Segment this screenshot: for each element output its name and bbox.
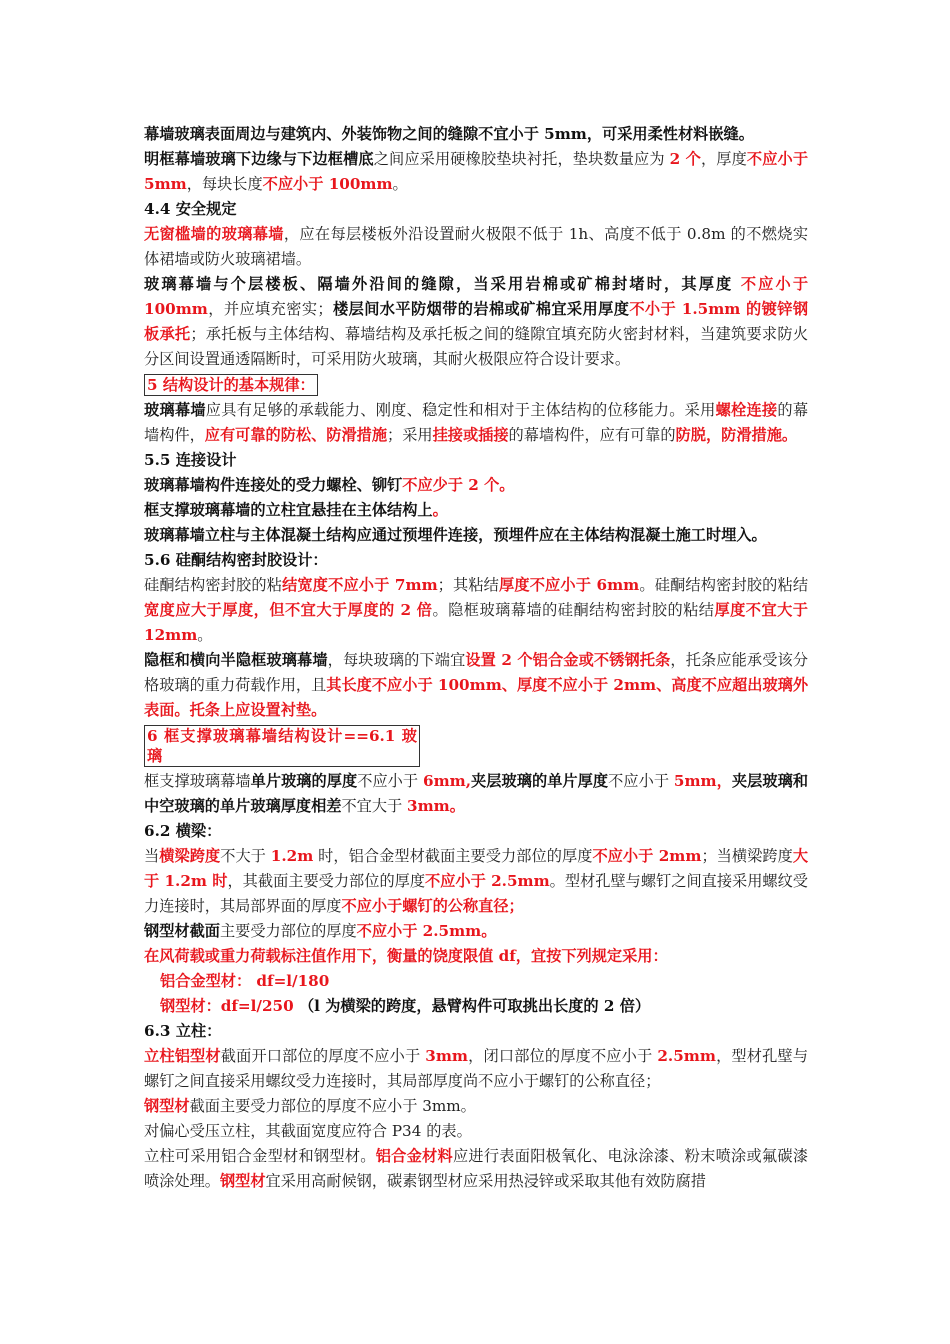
paragraph — [144, 919, 808, 944]
paragraph — [144, 648, 808, 723]
text-bold: 明框幕墙玻璃下边缘与下边框槽底 — [144, 150, 374, 168]
text: 不大于 — [220, 847, 271, 865]
text: ；承托板与主体结构、幕墙结构及承托板之间的缝隙宜填充防火密封材料，当建筑要求防火分区间设置通透隔断时，可采用防火玻璃，其耐火极限应符合设计要求。 — [144, 325, 808, 368]
text-highlight: 不应小于 100mm — [262, 175, 393, 193]
paragraph — [144, 723, 808, 769]
text: ，闭口部位的厚度不应小于 — [468, 1047, 658, 1065]
text-highlight: 横梁跨度 — [159, 847, 221, 865]
paragraph — [144, 1119, 808, 1144]
text-bold: 框支撑玻璃幕墙的立柱宜悬挂在主体结构上 — [144, 501, 433, 519]
text-highlight: 防脱，防滑措施。 — [675, 426, 798, 444]
section-heading: 6.3 立柱： — [144, 1022, 222, 1040]
text-bold: 玻璃幕墙与个层楼板、隔墙外沿间的缝隙，当采用岩棉或矿棉封堵时，其厚度 — [144, 275, 741, 293]
text-highlight: 5mm， — [673, 772, 732, 790]
text: 不应小于 — [608, 772, 674, 790]
text-highlight: 3mm。 — [407, 797, 465, 815]
paragraph — [144, 372, 808, 398]
paragraph — [144, 1094, 808, 1119]
text: 不应小于 — [357, 772, 424, 790]
text-highlight: 6mm, — [423, 772, 472, 790]
paragraph — [144, 1044, 808, 1094]
text-bold: 玻璃幕墙构件连接处的受力螺栓、铆钉 — [144, 476, 403, 494]
text-highlight: 立柱铝型材 — [144, 1047, 221, 1065]
text-highlight: 大于 1.2m 时 — [144, 847, 809, 890]
text-highlight: 无窗槛墙的玻璃幕墙 — [144, 225, 284, 243]
text: 不宜大于 — [341, 797, 408, 815]
paragraph — [144, 272, 808, 372]
text: 。 — [392, 175, 408, 193]
text-highlight: 螺栓连接 — [715, 401, 778, 419]
text: 截面开口部位的厚度不应小于 — [220, 1047, 426, 1065]
paragraph — [144, 969, 808, 994]
text-bold: 玻璃幕墙 — [144, 401, 206, 419]
text-highlight: 3mm — [425, 1047, 468, 1065]
text-highlight: 1.2m — [270, 847, 314, 865]
text-highlight: 结宽度不应小于 7mm — [282, 576, 438, 594]
text: 立柱可采用铝合金型材和钢型材。 — [144, 1147, 376, 1165]
section-heading: 5.5 连接设计 — [144, 451, 237, 469]
text-highlight: 设置 2 个铝合金或不锈钢托条 — [465, 651, 671, 669]
text: ，托条应能承受该分格玻璃的重力荷载作用，且 — [144, 651, 809, 694]
text: ；当横梁跨度 — [701, 847, 793, 865]
text: 硅酮结构密封胶的粘 — [144, 576, 283, 594]
text: 时，铝合金型材截面主要受力部位的厚度 — [313, 847, 593, 865]
text: 主要受力部位的厚度 — [219, 922, 357, 940]
text-highlight: 铝合金材料 — [375, 1147, 453, 1165]
text-bold: 楼层间水平防烟带的岩棉或矿棉宜采用厚度 — [332, 300, 630, 318]
text-highlight: 钢型材 — [144, 1097, 190, 1115]
text-bold: 单片玻璃的厚度 — [250, 772, 358, 790]
text-highlight: 不小于 1.5mm 的镀锌钢板承托 — [144, 300, 809, 343]
text: 截面主要受力部位的厚度不应小于 3mm。 — [189, 1097, 476, 1115]
text-bold: 玻璃幕墙立柱与主体混凝土结构应通过预埋件连接，预埋件应在主体结构混凝土施工时埋入。 — [144, 526, 767, 544]
paragraph — [144, 844, 808, 919]
text: 。 — [197, 626, 213, 644]
boxed-heading: 6 框支撑玻璃幕墙结构设计==6.1 玻璃 — [144, 725, 420, 767]
text: 应具有足够的承载能力、刚度、稳定性和相对于主体结构的位移能力。采用 — [205, 401, 716, 419]
boxed-heading: 5 结构设计的基本规律： — [144, 374, 318, 396]
paragraph — [144, 398, 808, 448]
paragraph — [144, 147, 808, 197]
text: ；其粘结 — [437, 576, 500, 594]
text-bold: （l 为横梁的跨度，悬臂构件可取挑出长度的 2 倍） — [293, 997, 651, 1015]
text: 。型材孔壁与螺钉之间直接采用螺纹受力连接时，其局部界面的厚度 — [144, 872, 808, 915]
text-highlight: 不应小于 5mm — [144, 150, 809, 193]
text: 应进行表面阳极氧化、电泳涂漆、粉末喷涂或氟碳漆喷涂处理。 — [144, 1147, 809, 1190]
text-highlight: 钢型材 — [219, 1172, 266, 1190]
section-heading: 4.4 安全规定 — [144, 200, 237, 218]
paragraph — [144, 1144, 808, 1194]
paragraph — [144, 769, 808, 819]
text: 。隐框玻璃幕墙的硅酮结构密封胶的粘结 — [432, 601, 715, 619]
section-heading: 6.2 横梁： — [144, 822, 222, 840]
text-highlight: 不应小于螺钉的公称直径； — [341, 897, 524, 915]
document-page — [144, 122, 808, 1194]
text: ，每块长度 — [186, 175, 263, 193]
text-highlight: 2 个 — [669, 150, 701, 168]
text: ，型材孔壁与螺钉之间直接采用螺纹受力连接时，其局部厚度尚不应小于螺钉的公称直径； — [144, 1047, 809, 1090]
text-highlight: 。 — [432, 501, 448, 519]
text-bold: 幕墙玻璃表面周边与建筑内、外装饰物之间的缝隙不宜小于 5mm，可采用柔性材料嵌缝。 — [144, 125, 754, 143]
text-highlight: 2.5mm — [657, 1047, 716, 1065]
formula: 铝合金型材： df=l/180 — [160, 972, 330, 990]
text-highlight: 挂接或插接 — [432, 426, 509, 444]
paragraph — [144, 222, 808, 272]
text-highlight: 不应小于 2mm — [592, 847, 702, 865]
text-highlight: 应有可靠的防松、防滑措施 — [204, 426, 387, 444]
paragraph — [144, 944, 808, 969]
text: 对偏心受压立柱，其截面宽度应符合 P34 的表。 — [144, 1122, 472, 1140]
text: ，并应填充密实； — [207, 300, 333, 318]
text-highlight: 不应小于 2.5mm。 — [356, 922, 497, 940]
text-highlight: 在风荷载或重力荷载标注值作用下，衡量的饶度限值 df，宜按下列规定采用： — [144, 947, 668, 965]
text: 框支撑玻璃幕墙 — [144, 772, 251, 790]
paragraph — [144, 122, 808, 147]
text: 的幕墙构件， — [144, 401, 809, 444]
paragraph — [144, 523, 808, 548]
text: 。硅酮结构密封胶的粘结 — [639, 576, 809, 594]
formula: 钢型材：df=l/250 — [160, 997, 294, 1015]
text-highlight: 厚度不应小于 6mm — [499, 576, 640, 594]
paragraph — [144, 473, 808, 498]
text-bold: 隐框和横向半隐框玻璃幕墙 — [144, 651, 328, 669]
paragraph — [144, 573, 808, 648]
text: ；采用 — [387, 426, 433, 444]
text: ，应在每层楼板外沿设置耐火极限不低于 1h、高度不低于 0.8m 的不燃烧实体裙墙或防火玻璃裙墙。 — [144, 225, 809, 268]
paragraph — [144, 994, 808, 1019]
text: 当 — [144, 847, 160, 865]
text-highlight: 厚度不宜大于 12mm — [144, 601, 808, 644]
paragraph — [144, 498, 808, 523]
text: ，厚度 — [700, 150, 747, 168]
section-heading: 5.6 硅酮结构密封胶设计： — [144, 551, 328, 569]
text: 的幕墙构件，应有可靠的 — [508, 426, 676, 444]
text-highlight: 不应少于 2 个。 — [402, 476, 515, 494]
text-bold: 夹层玻璃的单片厚度 — [471, 772, 609, 790]
text-highlight: 其长度不应小于 100mm、厚度不应小于 2mm、高度不应超出玻璃外表面。托条上应设置衬垫。 — [144, 676, 809, 719]
text: ，其截面主要受力部位的厚度 — [227, 872, 426, 890]
text-bold: 夹层玻璃和中空玻璃的单片玻璃厚度相差 — [144, 772, 809, 815]
text: 宜采用高耐候钢，碳素钢型材应采用热浸锌或采取其他有效防腐措 — [265, 1172, 706, 1190]
text-highlight: 不应小于 2.5mm — [425, 872, 550, 890]
text-bold: 钢型材截面 — [144, 922, 220, 940]
text-highlight: 宽度应大于厚度，但不宜大于厚度的 2 倍 — [144, 601, 433, 619]
text-highlight: 不应小于 100mm — [144, 275, 809, 318]
text: ，每块玻璃的下端宜 — [327, 651, 466, 669]
text: 之间应采用硬橡胶垫块衬托，垫块数量应为 — [373, 150, 670, 168]
